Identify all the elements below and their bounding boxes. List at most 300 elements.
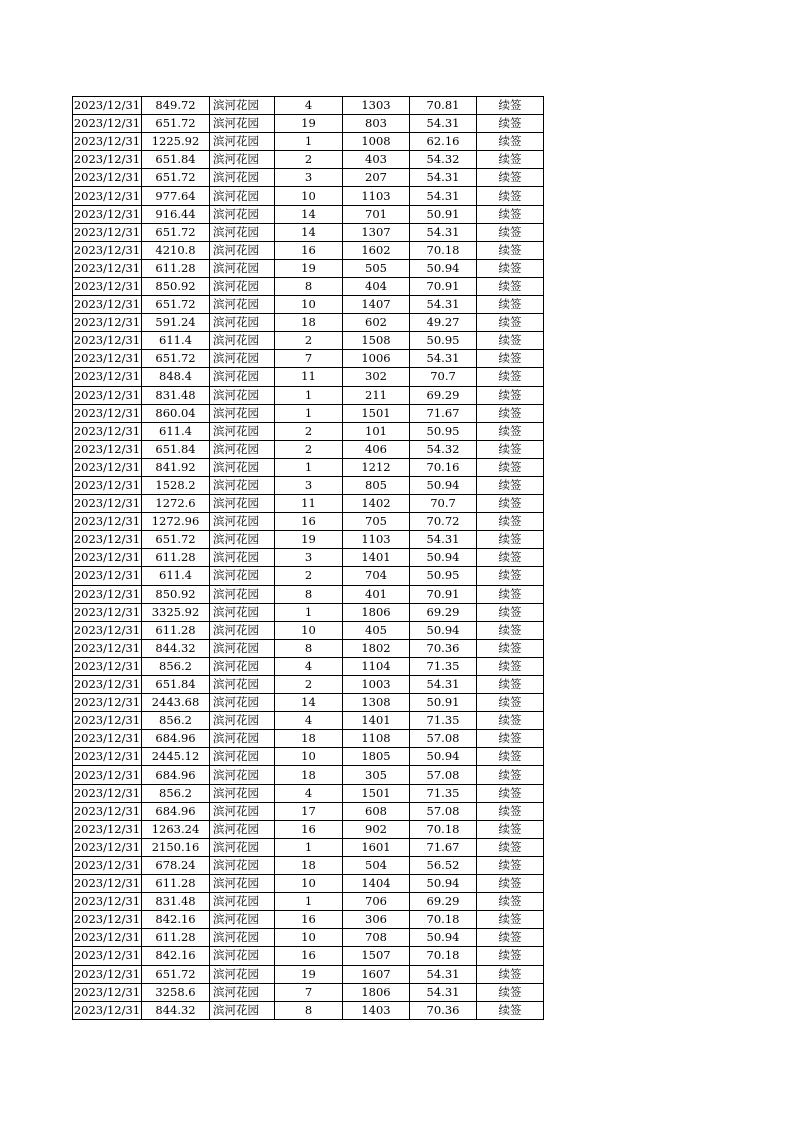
table-body (73, 97, 544, 1020)
area-cell: 70.18 (410, 947, 477, 965)
area-cell: 50.94 (410, 748, 477, 766)
building-cell: 4 (275, 97, 343, 115)
table-row (73, 332, 544, 350)
table-row (73, 603, 544, 621)
table-row (73, 277, 544, 295)
status-cell: 续签 (477, 458, 544, 476)
table-row (73, 241, 544, 259)
community-cell: 滨河花园 (210, 694, 275, 712)
community-cell: 滨河花园 (210, 802, 275, 820)
status-cell: 续签 (477, 495, 544, 513)
amount-cell: 848.4 (142, 368, 210, 386)
date-cell: 2023/12/31 (73, 151, 142, 169)
building-cell: 1 (275, 838, 343, 856)
date-cell: 2023/12/31 (73, 621, 142, 639)
date-cell: 2023/12/31 (73, 965, 142, 983)
amount-cell: 611.28 (142, 621, 210, 639)
amount-cell: 651.72 (142, 531, 210, 549)
community-cell: 滨河花园 (210, 748, 275, 766)
community-cell: 滨河花园 (210, 476, 275, 494)
area-cell: 54.31 (410, 223, 477, 241)
room-cell: 1008 (343, 133, 410, 151)
amount-cell: 651.84 (142, 676, 210, 694)
amount-cell: 611.4 (142, 567, 210, 585)
table-row (73, 115, 544, 133)
community-cell: 滨河花园 (210, 549, 275, 567)
date-cell: 2023/12/31 (73, 277, 142, 295)
amount-cell: 856.2 (142, 712, 210, 730)
table-row (73, 495, 544, 513)
room-cell: 1607 (343, 965, 410, 983)
building-cell: 2 (275, 151, 343, 169)
community-cell: 滨河花园 (210, 603, 275, 621)
area-cell: 50.91 (410, 694, 477, 712)
room-cell: 1308 (343, 694, 410, 712)
area-cell: 50.94 (410, 929, 477, 947)
date-cell: 2023/12/31 (73, 422, 142, 440)
area-cell: 56.52 (410, 856, 477, 874)
building-cell: 8 (275, 639, 343, 657)
table-row (73, 893, 544, 911)
date-cell: 2023/12/31 (73, 676, 142, 694)
table-row (73, 621, 544, 639)
room-cell: 705 (343, 513, 410, 531)
date-cell: 2023/12/31 (73, 332, 142, 350)
room-cell: 1307 (343, 223, 410, 241)
amount-cell: 651.72 (142, 223, 210, 241)
room-cell: 504 (343, 856, 410, 874)
amount-cell: 856.2 (142, 784, 210, 802)
building-cell: 3 (275, 549, 343, 567)
community-cell: 滨河花园 (210, 730, 275, 748)
status-cell: 续签 (477, 241, 544, 259)
building-cell: 17 (275, 802, 343, 820)
area-cell: 54.31 (410, 965, 477, 983)
table-row (73, 639, 544, 657)
room-cell: 306 (343, 911, 410, 929)
building-cell: 10 (275, 187, 343, 205)
community-cell: 滨河花园 (210, 712, 275, 730)
building-cell: 1 (275, 893, 343, 911)
amount-cell: 651.72 (142, 350, 210, 368)
building-cell: 1 (275, 386, 343, 404)
area-cell: 70.36 (410, 1001, 477, 1019)
amount-cell: 842.16 (142, 911, 210, 929)
status-cell: 续签 (477, 694, 544, 712)
table-row (73, 875, 544, 893)
area-cell: 71.35 (410, 784, 477, 802)
area-cell: 69.29 (410, 386, 477, 404)
date-cell: 2023/12/31 (73, 603, 142, 621)
amount-cell: 831.48 (142, 893, 210, 911)
date-cell: 2023/12/31 (73, 567, 142, 585)
status-cell: 续签 (477, 404, 544, 422)
table-row (73, 404, 544, 422)
room-cell: 505 (343, 259, 410, 277)
table-row (73, 784, 544, 802)
community-cell: 滨河花园 (210, 875, 275, 893)
status-cell: 续签 (477, 350, 544, 368)
community-cell: 滨河花园 (210, 97, 275, 115)
community-cell: 滨河花园 (210, 893, 275, 911)
status-cell: 续签 (477, 965, 544, 983)
amount-cell: 849.72 (142, 97, 210, 115)
area-cell: 54.31 (410, 169, 477, 187)
date-cell: 2023/12/31 (73, 893, 142, 911)
table-row (73, 730, 544, 748)
table-row (73, 965, 544, 983)
table-row (73, 350, 544, 368)
building-cell: 2 (275, 332, 343, 350)
building-cell: 10 (275, 929, 343, 947)
area-cell: 54.31 (410, 983, 477, 1001)
community-cell: 滨河花园 (210, 911, 275, 929)
room-cell: 1805 (343, 748, 410, 766)
room-cell: 1501 (343, 784, 410, 802)
community-cell: 滨河花园 (210, 657, 275, 675)
area-cell: 50.94 (410, 549, 477, 567)
amount-cell: 684.96 (142, 766, 210, 784)
date-cell: 2023/12/31 (73, 187, 142, 205)
building-cell: 16 (275, 947, 343, 965)
community-cell: 滨河花园 (210, 314, 275, 332)
room-cell: 701 (343, 205, 410, 223)
building-cell: 8 (275, 277, 343, 295)
room-cell: 1806 (343, 603, 410, 621)
community-cell: 滨河花园 (210, 187, 275, 205)
status-cell: 续签 (477, 983, 544, 1001)
community-cell: 滨河花园 (210, 332, 275, 350)
area-cell: 54.32 (410, 151, 477, 169)
date-cell: 2023/12/31 (73, 1001, 142, 1019)
table-row (73, 422, 544, 440)
area-cell: 50.95 (410, 332, 477, 350)
amount-cell: 977.64 (142, 187, 210, 205)
community-cell: 滨河花园 (210, 277, 275, 295)
amount-cell: 831.48 (142, 386, 210, 404)
area-cell: 70.18 (410, 820, 477, 838)
table-row (73, 169, 544, 187)
status-cell: 续签 (477, 97, 544, 115)
building-cell: 3 (275, 476, 343, 494)
building-cell: 18 (275, 856, 343, 874)
status-cell: 续签 (477, 513, 544, 531)
area-cell: 71.35 (410, 657, 477, 675)
community-cell: 滨河花园 (210, 422, 275, 440)
date-cell: 2023/12/31 (73, 259, 142, 277)
status-cell: 续签 (477, 730, 544, 748)
community-cell: 滨河花园 (210, 965, 275, 983)
table-row (73, 929, 544, 947)
community-cell: 滨河花园 (210, 458, 275, 476)
building-cell: 7 (275, 983, 343, 1001)
amount-cell: 856.2 (142, 657, 210, 675)
table-row (73, 712, 544, 730)
date-cell: 2023/12/31 (73, 314, 142, 332)
building-cell: 1 (275, 458, 343, 476)
date-cell: 2023/12/31 (73, 97, 142, 115)
room-cell: 1212 (343, 458, 410, 476)
community-cell: 滨河花园 (210, 404, 275, 422)
community-cell: 滨河花园 (210, 205, 275, 223)
building-cell: 2 (275, 440, 343, 458)
table-row (73, 458, 544, 476)
community-cell: 滨河花园 (210, 296, 275, 314)
table-row (73, 223, 544, 241)
amount-cell: 3325.92 (142, 603, 210, 621)
table-row (73, 97, 544, 115)
status-cell: 续签 (477, 766, 544, 784)
status-cell: 续签 (477, 712, 544, 730)
building-cell: 16 (275, 820, 343, 838)
amount-cell: 860.04 (142, 404, 210, 422)
area-cell: 71.67 (410, 404, 477, 422)
room-cell: 1403 (343, 1001, 410, 1019)
table-row (73, 1001, 544, 1019)
table-row (73, 694, 544, 712)
community-cell: 滨河花园 (210, 676, 275, 694)
room-cell: 1407 (343, 296, 410, 314)
room-cell: 902 (343, 820, 410, 838)
date-cell: 2023/12/31 (73, 549, 142, 567)
area-cell: 50.94 (410, 259, 477, 277)
amount-cell: 651.72 (142, 296, 210, 314)
area-cell: 50.91 (410, 205, 477, 223)
community-cell: 滨河花园 (210, 386, 275, 404)
date-cell: 2023/12/31 (73, 133, 142, 151)
date-cell: 2023/12/31 (73, 115, 142, 133)
status-cell: 续签 (477, 205, 544, 223)
room-cell: 1602 (343, 241, 410, 259)
community-cell: 滨河花园 (210, 495, 275, 513)
room-cell: 207 (343, 169, 410, 187)
amount-cell: 850.92 (142, 277, 210, 295)
area-cell: 54.31 (410, 115, 477, 133)
community-cell: 滨河花园 (210, 820, 275, 838)
area-cell: 54.31 (410, 676, 477, 694)
table-row (73, 205, 544, 223)
building-cell: 14 (275, 205, 343, 223)
table-row (73, 386, 544, 404)
status-cell: 续签 (477, 314, 544, 332)
amount-cell: 651.84 (142, 440, 210, 458)
date-cell: 2023/12/31 (73, 205, 142, 223)
status-cell: 续签 (477, 133, 544, 151)
building-cell: 10 (275, 621, 343, 639)
area-cell: 69.29 (410, 603, 477, 621)
room-cell: 403 (343, 151, 410, 169)
date-cell: 2023/12/31 (73, 856, 142, 874)
community-cell: 滨河花园 (210, 766, 275, 784)
amount-cell: 4210.8 (142, 241, 210, 259)
building-cell: 7 (275, 350, 343, 368)
room-cell: 1806 (343, 983, 410, 1001)
status-cell: 续签 (477, 187, 544, 205)
community-cell: 滨河花园 (210, 585, 275, 603)
amount-cell: 611.4 (142, 422, 210, 440)
area-cell: 50.94 (410, 476, 477, 494)
community-cell: 滨河花园 (210, 169, 275, 187)
date-cell: 2023/12/31 (73, 820, 142, 838)
date-cell: 2023/12/31 (73, 657, 142, 675)
area-cell: 57.08 (410, 802, 477, 820)
room-cell: 305 (343, 766, 410, 784)
community-cell: 滨河花园 (210, 1001, 275, 1019)
area-cell: 70.18 (410, 241, 477, 259)
status-cell: 续签 (477, 277, 544, 295)
table-row (73, 476, 544, 494)
table-row (73, 911, 544, 929)
building-cell: 4 (275, 657, 343, 675)
building-cell: 3 (275, 169, 343, 187)
community-cell: 滨河花园 (210, 639, 275, 657)
building-cell: 16 (275, 513, 343, 531)
date-cell: 2023/12/31 (73, 513, 142, 531)
amount-cell: 2445.12 (142, 748, 210, 766)
building-cell: 14 (275, 694, 343, 712)
building-cell: 14 (275, 223, 343, 241)
date-cell: 2023/12/31 (73, 712, 142, 730)
amount-cell: 844.32 (142, 1001, 210, 1019)
date-cell: 2023/12/31 (73, 296, 142, 314)
area-cell: 50.95 (410, 567, 477, 585)
building-cell: 2 (275, 676, 343, 694)
date-cell: 2023/12/31 (73, 585, 142, 603)
area-cell: 49.27 (410, 314, 477, 332)
community-cell: 滨河花园 (210, 241, 275, 259)
area-cell: 71.67 (410, 838, 477, 856)
community-cell: 滨河花园 (210, 983, 275, 1001)
table-row (73, 440, 544, 458)
area-cell: 54.31 (410, 350, 477, 368)
date-cell: 2023/12/31 (73, 639, 142, 657)
room-cell: 706 (343, 893, 410, 911)
table-row (73, 856, 544, 874)
amount-cell: 842.16 (142, 947, 210, 965)
room-cell: 1104 (343, 657, 410, 675)
room-cell: 602 (343, 314, 410, 332)
amount-cell: 611.28 (142, 929, 210, 947)
date-cell: 2023/12/31 (73, 386, 142, 404)
date-cell: 2023/12/31 (73, 495, 142, 513)
area-cell: 70.18 (410, 911, 477, 929)
date-cell: 2023/12/31 (73, 223, 142, 241)
amount-cell: 684.96 (142, 802, 210, 820)
building-cell: 4 (275, 712, 343, 730)
status-cell: 续签 (477, 332, 544, 350)
room-cell: 406 (343, 440, 410, 458)
status-cell: 续签 (477, 621, 544, 639)
area-cell: 62.16 (410, 133, 477, 151)
date-cell: 2023/12/31 (73, 929, 142, 947)
status-cell: 续签 (477, 115, 544, 133)
status-cell: 续签 (477, 639, 544, 657)
room-cell: 1103 (343, 187, 410, 205)
status-cell: 续签 (477, 223, 544, 241)
date-cell: 2023/12/31 (73, 458, 142, 476)
amount-cell: 916.44 (142, 205, 210, 223)
date-cell: 2023/12/31 (73, 766, 142, 784)
status-cell: 续签 (477, 585, 544, 603)
status-cell: 续签 (477, 422, 544, 440)
room-cell: 1401 (343, 549, 410, 567)
amount-cell: 1272.6 (142, 495, 210, 513)
status-cell: 续签 (477, 893, 544, 911)
area-cell: 57.08 (410, 766, 477, 784)
status-cell: 续签 (477, 838, 544, 856)
amount-cell: 651.72 (142, 965, 210, 983)
date-cell: 2023/12/31 (73, 875, 142, 893)
building-cell: 2 (275, 567, 343, 585)
status-cell: 续签 (477, 386, 544, 404)
data-table (72, 96, 544, 1020)
date-cell: 2023/12/31 (73, 748, 142, 766)
status-cell: 续签 (477, 368, 544, 386)
status-cell: 续签 (477, 440, 544, 458)
table-row (73, 676, 544, 694)
room-cell: 211 (343, 386, 410, 404)
amount-cell: 841.92 (142, 458, 210, 476)
community-cell: 滨河花园 (210, 368, 275, 386)
building-cell: 2 (275, 422, 343, 440)
status-cell: 续签 (477, 929, 544, 947)
table-row (73, 820, 544, 838)
area-cell: 69.29 (410, 893, 477, 911)
table-row (73, 983, 544, 1001)
status-cell: 续签 (477, 531, 544, 549)
status-cell: 续签 (477, 296, 544, 314)
room-cell: 101 (343, 422, 410, 440)
community-cell: 滨河花园 (210, 856, 275, 874)
area-cell: 50.94 (410, 875, 477, 893)
area-cell: 50.95 (410, 422, 477, 440)
community-cell: 滨河花园 (210, 838, 275, 856)
room-cell: 1402 (343, 495, 410, 513)
area-cell: 57.08 (410, 730, 477, 748)
status-cell: 续签 (477, 657, 544, 675)
community-cell: 滨河花园 (210, 513, 275, 531)
status-cell: 续签 (477, 549, 544, 567)
amount-cell: 611.28 (142, 549, 210, 567)
date-cell: 2023/12/31 (73, 476, 142, 494)
amount-cell: 850.92 (142, 585, 210, 603)
community-cell: 滨河花园 (210, 223, 275, 241)
building-cell: 10 (275, 748, 343, 766)
table-row (73, 549, 544, 567)
area-cell: 70.72 (410, 513, 477, 531)
building-cell: 18 (275, 314, 343, 332)
area-cell: 54.31 (410, 296, 477, 314)
room-cell: 1601 (343, 838, 410, 856)
date-cell: 2023/12/31 (73, 802, 142, 820)
amount-cell: 684.96 (142, 730, 210, 748)
amount-cell: 611.4 (142, 332, 210, 350)
status-cell: 续签 (477, 802, 544, 820)
community-cell: 滨河花园 (210, 350, 275, 368)
table-row (73, 314, 544, 332)
status-cell: 续签 (477, 784, 544, 802)
amount-cell: 3258.6 (142, 983, 210, 1001)
status-cell: 续签 (477, 748, 544, 766)
date-cell: 2023/12/31 (73, 350, 142, 368)
room-cell: 1802 (343, 639, 410, 657)
area-cell: 54.31 (410, 531, 477, 549)
date-cell: 2023/12/31 (73, 838, 142, 856)
room-cell: 405 (343, 621, 410, 639)
table-row (73, 296, 544, 314)
building-cell: 8 (275, 1001, 343, 1019)
table-row (73, 748, 544, 766)
